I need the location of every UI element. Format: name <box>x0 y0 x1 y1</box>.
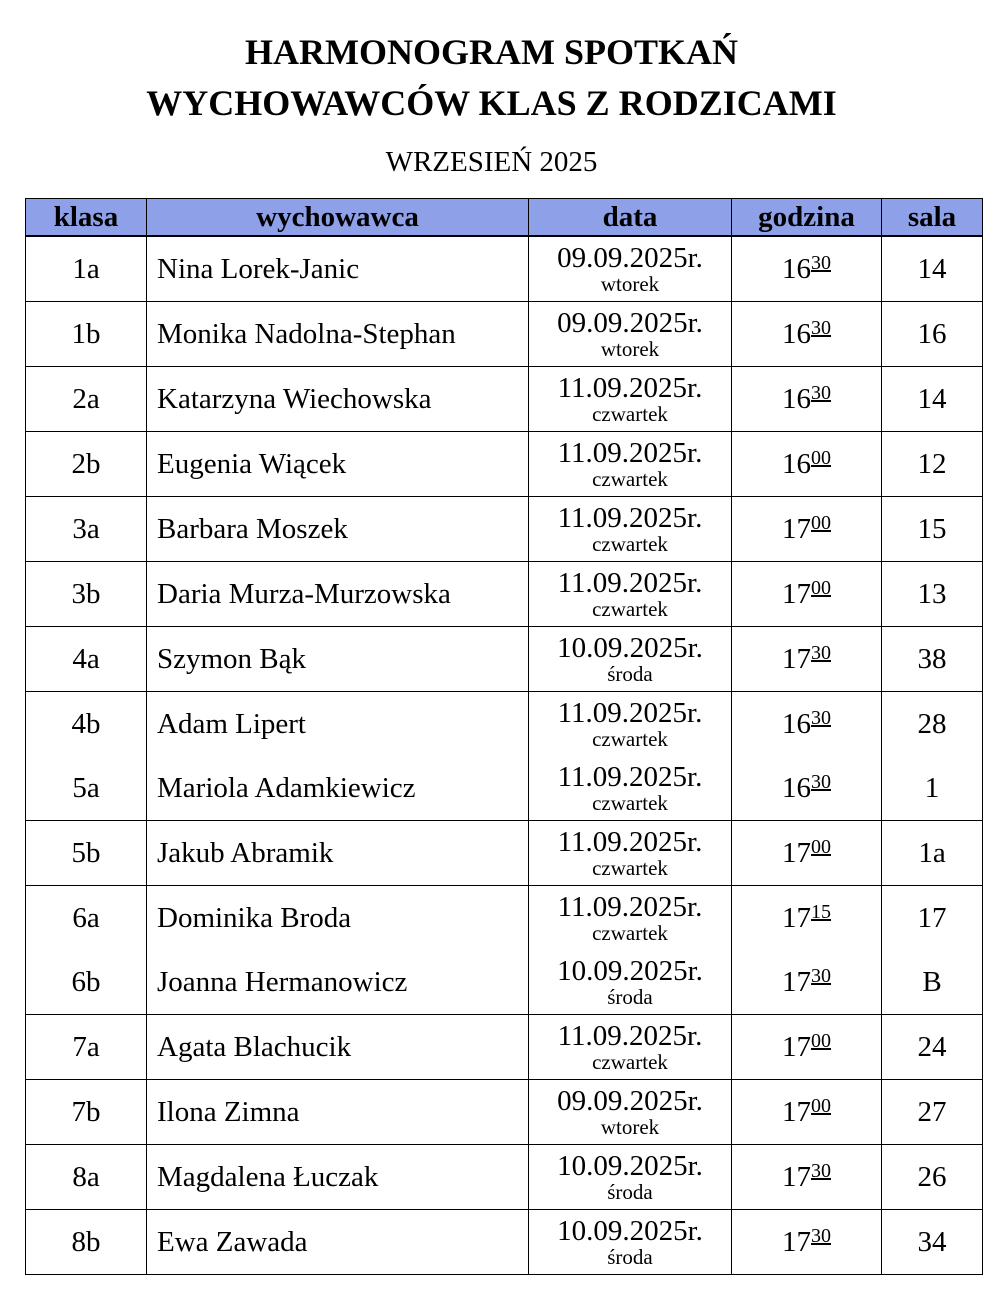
hour-value: 17 <box>782 512 811 545</box>
wychowawca-cell: Adam Lipert <box>147 692 529 757</box>
data-cell <box>529 950 732 1015</box>
klasa-cell: 7a <box>26 1015 147 1080</box>
sala-cell: 24 <box>882 1015 983 1080</box>
sala-cell: 15 <box>882 497 983 562</box>
date-value: 09.09.2025r. <box>557 307 703 339</box>
sala-cell: 27 <box>882 1080 983 1145</box>
klasa-cell: 1b <box>26 302 147 367</box>
data-cell <box>529 236 732 302</box>
godzina-cell <box>732 821 882 886</box>
data-cell <box>529 1080 732 1145</box>
table-row <box>26 627 983 692</box>
hour-value: 17 <box>782 1160 811 1193</box>
weekday-value: środa <box>607 1180 653 1204</box>
klasa-cell: 3b <box>26 562 147 627</box>
weekday-value: wtorek <box>600 272 660 296</box>
table-row <box>26 1210 983 1275</box>
date-value: 11.09.2025r. <box>557 761 703 793</box>
schedule-rows <box>26 236 983 1275</box>
data-cell <box>529 886 732 951</box>
klasa-cell: 8b <box>26 1210 147 1275</box>
sala-cell: 34 <box>882 1210 983 1275</box>
klasa-cell: 8a <box>26 1145 147 1210</box>
minute-value: 00 <box>811 1029 831 1052</box>
data-cell <box>529 627 732 692</box>
godzina-cell <box>732 497 882 562</box>
sala-cell: 1 <box>882 756 983 821</box>
godzina-cell <box>732 756 882 821</box>
minute-value: 30 <box>811 706 831 729</box>
date-value: 11.09.2025r. <box>557 891 703 923</box>
minute-value: 30 <box>811 964 831 987</box>
data-cell <box>529 1015 732 1080</box>
godzina-cell <box>732 886 882 951</box>
date-value: 11.09.2025r. <box>557 826 703 858</box>
godzina-cell <box>732 236 882 302</box>
weekday-value: czwartek <box>592 1050 668 1074</box>
sala-cell: 12 <box>882 432 983 497</box>
klasa-cell: 2b <box>26 432 147 497</box>
table-row <box>26 236 983 302</box>
date-value: 11.09.2025r. <box>557 372 703 404</box>
table-row <box>26 692 983 757</box>
table-row <box>26 432 983 497</box>
minute-value: 30 <box>811 1224 831 1247</box>
data-cell <box>529 302 732 367</box>
klasa-cell: 4a <box>26 627 147 692</box>
data-cell <box>529 562 732 627</box>
weekday-value: środa <box>607 1245 653 1269</box>
header-godzina: godzina <box>732 199 882 237</box>
date-value: 11.09.2025r. <box>557 567 703 599</box>
sala-cell: 14 <box>882 367 983 432</box>
weekday-value: czwartek <box>592 856 668 880</box>
minute-value: 30 <box>811 251 831 274</box>
header-data: data <box>529 199 732 237</box>
hour-value: 16 <box>782 382 811 415</box>
hour-value: 17 <box>782 965 811 998</box>
weekday-value: czwartek <box>592 402 668 426</box>
minute-value: 15 <box>811 900 831 923</box>
minute-value: 00 <box>811 576 831 599</box>
date-value: 10.09.2025r. <box>557 955 703 987</box>
date-value: 10.09.2025r. <box>557 1150 703 1182</box>
hour-value: 17 <box>782 1095 811 1128</box>
header-klasa: klasa <box>26 199 147 237</box>
minute-value: 30 <box>811 316 831 339</box>
hour-value: 16 <box>782 252 811 285</box>
wychowawca-cell: Agata Blachucik <box>147 1015 529 1080</box>
table-row <box>26 1015 983 1080</box>
sala-cell: 13 <box>882 562 983 627</box>
month-subtitle: WRZESIEŃ 2025 <box>385 146 598 178</box>
table-row <box>26 950 983 1015</box>
godzina-cell <box>732 562 882 627</box>
godzina-cell <box>732 302 882 367</box>
table-row <box>26 886 983 951</box>
sala-cell: 16 <box>882 302 983 367</box>
klasa-cell: 3a <box>26 497 147 562</box>
hour-value: 17 <box>782 1225 811 1258</box>
hour-value: 17 <box>782 642 811 675</box>
weekday-value: czwartek <box>592 791 668 815</box>
godzina-cell <box>732 367 882 432</box>
godzina-cell <box>732 950 882 1015</box>
godzina-cell <box>732 627 882 692</box>
godzina-cell <box>732 432 882 497</box>
table-row <box>26 497 983 562</box>
date-value: 09.09.2025r. <box>557 242 703 274</box>
klasa-cell: 1a <box>26 236 147 302</box>
hour-value: 17 <box>782 1030 811 1063</box>
klasa-cell: 7b <box>26 1080 147 1145</box>
table-row <box>26 756 983 821</box>
weekday-value: środa <box>607 662 653 686</box>
data-cell <box>529 367 732 432</box>
wychowawca-cell: Ewa Zawada <box>147 1210 529 1275</box>
date-value: 10.09.2025r. <box>557 632 703 664</box>
date-value: 11.09.2025r. <box>557 697 703 729</box>
data-cell <box>529 1145 732 1210</box>
minute-value: 30 <box>811 770 831 793</box>
hour-value: 16 <box>782 317 811 350</box>
table-row <box>26 1145 983 1210</box>
table-row <box>26 367 983 432</box>
sala-cell: B <box>882 950 983 1015</box>
wychowawca-cell: Mariola Adamkiewicz <box>147 756 529 821</box>
minute-value: 30 <box>811 1159 831 1182</box>
hour-value: 17 <box>782 836 811 869</box>
klasa-cell: 6b <box>26 950 147 1015</box>
klasa-cell: 2a <box>26 367 147 432</box>
wychowawca-cell: Barbara Moszek <box>147 497 529 562</box>
minute-value: 30 <box>811 641 831 664</box>
weekday-value: czwartek <box>592 597 668 621</box>
data-cell <box>529 1210 732 1275</box>
date-value: 11.09.2025r. <box>557 437 703 469</box>
minute-value: 00 <box>811 1094 831 1117</box>
hour-value: 16 <box>782 447 811 480</box>
hour-value: 16 <box>782 707 811 740</box>
sala-cell: 28 <box>882 692 983 757</box>
wychowawca-cell: Szymon Bąk <box>147 627 529 692</box>
date-value: 11.09.2025r. <box>557 1020 703 1052</box>
date-value: 11.09.2025r. <box>557 502 703 534</box>
wychowawca-cell: Joanna Hermanowicz <box>147 950 529 1015</box>
weekday-value: czwartek <box>592 727 668 751</box>
wychowawca-cell: Ilona Zimna <box>147 1080 529 1145</box>
godzina-cell <box>732 1080 882 1145</box>
weekday-value: wtorek <box>600 337 660 361</box>
title-line-2: WYCHOWAWCÓW KLAS Z RODZICAMI <box>146 83 837 123</box>
data-cell <box>529 756 732 821</box>
minute-value: 00 <box>811 446 831 469</box>
schedule-table <box>25 198 983 1275</box>
data-cell <box>529 821 732 886</box>
weekday-value: czwartek <box>592 467 668 491</box>
minute-value: 00 <box>811 835 831 858</box>
date-value: 09.09.2025r. <box>557 1085 703 1117</box>
header-wychowawca: wychowawca <box>147 199 529 237</box>
data-cell <box>529 692 732 757</box>
wychowawca-cell: Katarzyna Wiechowska <box>147 367 529 432</box>
sala-cell: 17 <box>882 886 983 951</box>
table-row <box>26 821 983 886</box>
data-cell <box>529 497 732 562</box>
godzina-cell <box>732 1210 882 1275</box>
godzina-cell <box>732 1145 882 1210</box>
date-value: 10.09.2025r. <box>557 1215 703 1247</box>
sala-cell: 14 <box>882 236 983 302</box>
weekday-value: środa <box>607 985 653 1009</box>
wychowawca-cell: Monika Nadolna-Stephan <box>147 302 529 367</box>
klasa-cell: 6a <box>26 886 147 951</box>
header-row <box>26 199 983 237</box>
klasa-cell: 5b <box>26 821 147 886</box>
minute-value: 30 <box>811 381 831 404</box>
sala-cell: 26 <box>882 1145 983 1210</box>
sala-cell: 38 <box>882 627 983 692</box>
wychowawca-cell: Jakub Abramik <box>147 821 529 886</box>
table-row <box>26 562 983 627</box>
godzina-cell <box>732 1015 882 1080</box>
weekday-value: wtorek <box>600 1115 660 1139</box>
table-row <box>26 1080 983 1145</box>
weekday-value: czwartek <box>592 532 668 556</box>
weekday-value: czwartek <box>592 921 668 945</box>
hour-value: 17 <box>782 577 811 610</box>
klasa-cell: 4b <box>26 692 147 757</box>
minute-value: 00 <box>811 511 831 534</box>
hour-value: 17 <box>782 901 811 934</box>
hour-value: 16 <box>782 771 811 804</box>
wychowawca-cell: Daria Murza-Murzowska <box>147 562 529 627</box>
header-sala: sala <box>882 199 983 237</box>
wychowawca-cell: Magdalena Łuczak <box>147 1145 529 1210</box>
title-line-1: HARMONOGRAM SPOTKAŃ <box>245 32 738 72</box>
data-cell <box>529 432 732 497</box>
wychowawca-cell: Dominika Broda <box>147 886 529 951</box>
table-row <box>26 302 983 367</box>
sala-cell: 1a <box>882 821 983 886</box>
wychowawca-cell: Eugenia Wiącek <box>147 432 529 497</box>
godzina-cell <box>732 692 882 757</box>
wychowawca-cell: Nina Lorek-Janic <box>147 236 529 302</box>
klasa-cell: 5a <box>26 756 147 821</box>
